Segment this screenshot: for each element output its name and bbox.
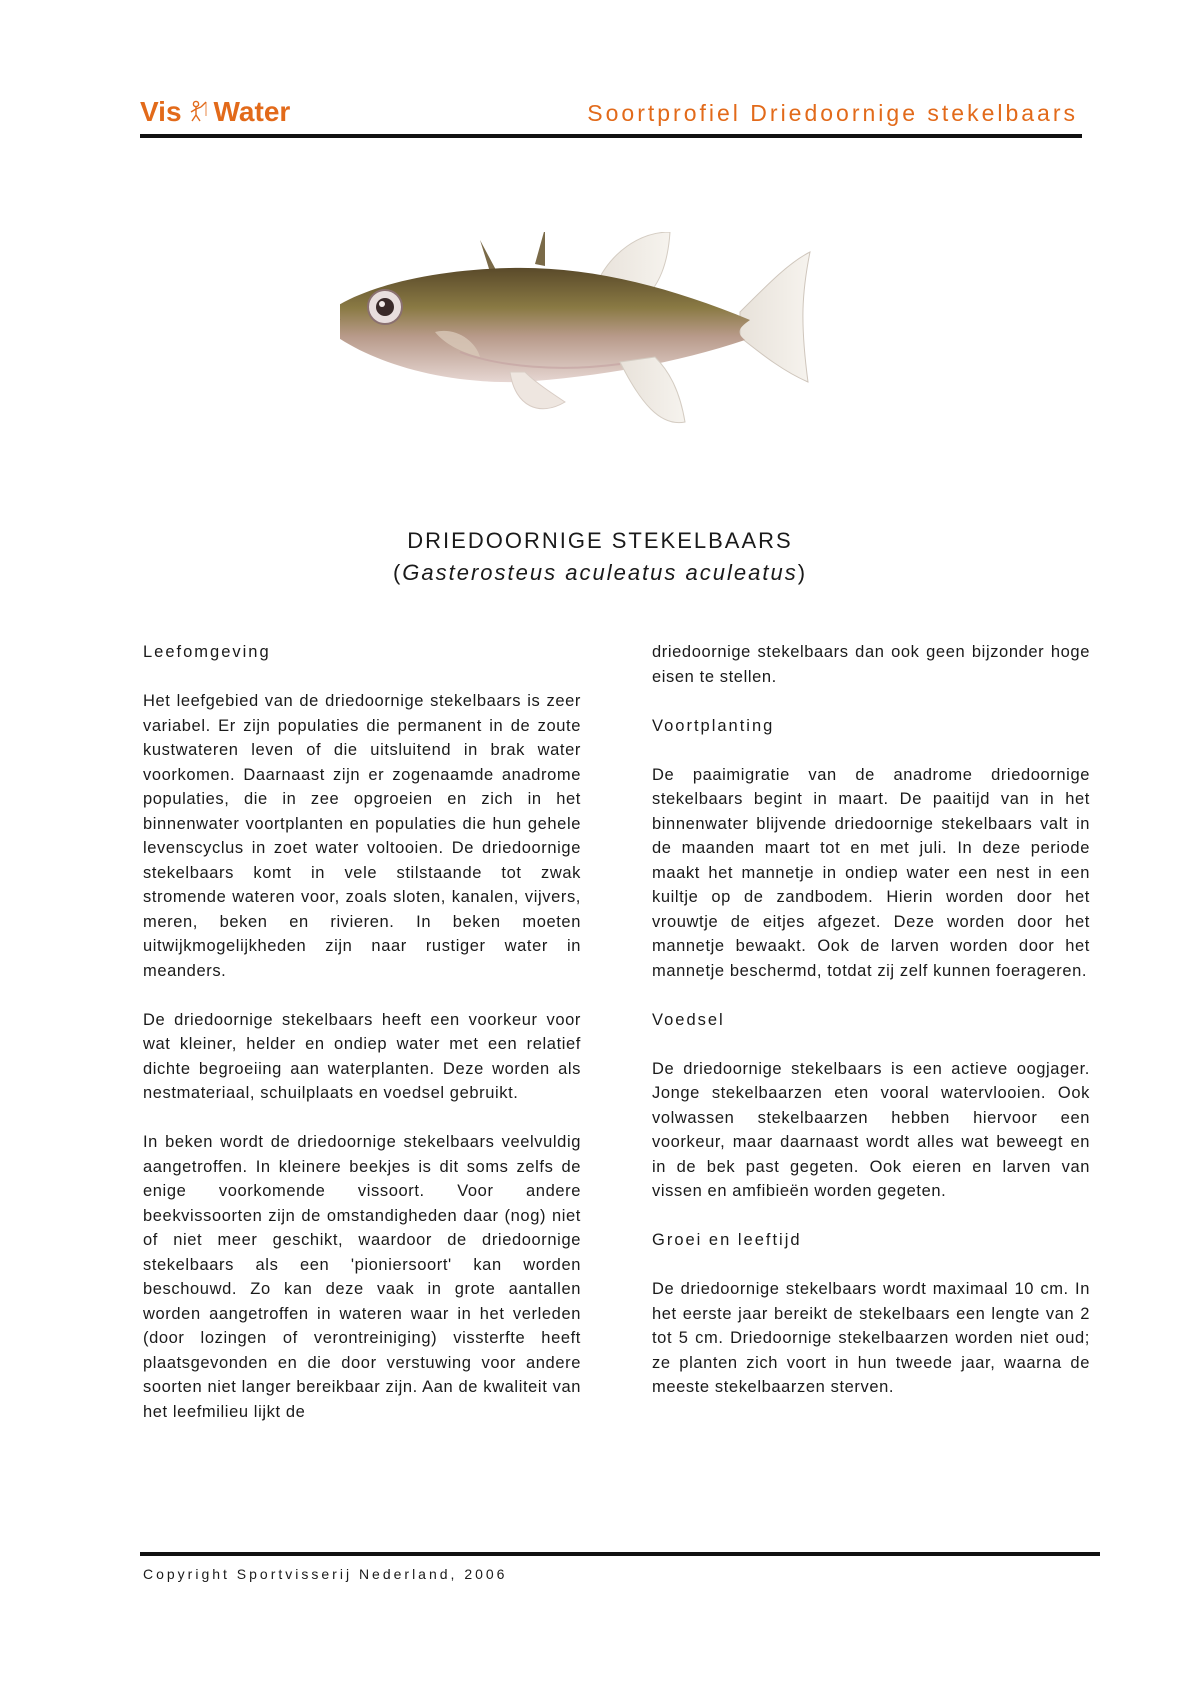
paragraph: De paaimigratie van de anadrome driedoornige stekelbaars begint in maart. De paaitijd van in het binnenwater blijvende driedoornige stekelbaars valt in de maanden maart tot en met juli. In deze periode maakt het mannetje in ondiep water een nest in een kuiltje op de zandbodem. Hierin worden door het vrouwtje de eitjes afgezet. Deze worden door het mannetje bewaakt. Ook de larven worden door het mannetje beschermd, totdat zij zelf kunnen foerageren. (652, 765, 1090, 980)
section-heading-leefomgeving: Leefomgeving (143, 643, 271, 661)
fish-illustration (340, 232, 880, 432)
stickleback-image (340, 232, 880, 432)
left-column (143, 640, 581, 1449)
paragraph: De driedoornige stekelbaars is een actieve oogjager. Jonge stekelbaarzen eten vooral watervlooien. Ook volwassen stekelbaarzen hebben hiervoor een voorkeur, maar daarnaast wordt alles wat beweegt en in de bek past gegeten. Ook eieren en larven van vissen en amfibieën worden gegeten. (652, 1059, 1090, 1200)
header-title: Soortprofiel Driedoornige stekelbaars (587, 100, 1078, 126)
species-heading (0, 528, 1200, 586)
page-header (140, 88, 1080, 140)
scientific-name: (Gasterosteus aculeatus aculeatus) (392, 560, 808, 585)
scientific-name-text: Gasterosteus aculeatus aculeatus (402, 560, 798, 585)
paragraph: In beken wordt de driedoornige stekelbaars veelvuldig aangetroffen. In kleinere beekjes is dit soms zelfs de enige voorkomende vissoort. Voor andere beekvissoorten zijn de omstandigheden daar (nog) niet of niet meer geschikt, waardoor de driedoornige stekelbaars als een 'pioniersoort' kan worden beschouwd. Zo kan deze vaak in grote aantallen worden aangetroffen in wateren waar in het verleden (door lozingen of verontreiniging) vissterfte heeft plaatsgevonden en die door verstuwing voor andere soorten niet langer bereikbaar zijn. Aan de kwaliteit van het leefmilieu lijkt de (143, 1133, 581, 1421)
section-heading-voortplanting: Voortplanting (652, 716, 775, 735)
paragraph: driedoornige stekelbaars dan ook geen bijzonder hoge eisen te stellen. (652, 643, 1090, 686)
vis-water-logo (140, 96, 290, 128)
paragraph: Het leefgebied van de driedoornige stekelbaars is zeer variabel. Er zijn populaties die permanent in de zoute kustwateren leven of die uitsluitend in brak water voorkomen. Daarnaast zijn er zogenaamde anadrome populaties, die in zee opgroeien en zich in het binnenwater voortplanten en populaties die hun gehele levenscyclus in zoet water voltooien. De driedoornige stekelbaars komt in vele stilstaande tot zwak stromende wateren voor, zoals sloten, kanalen, vijvers, meren, beken en rivieren. In beken moeten uitwijkmogelijkheden zijn naar rustiger water in meanders. (143, 692, 581, 980)
species-title: DRIEDOORNIGE STEKELBAARS (407, 528, 793, 553)
header-divider (140, 134, 1082, 138)
logo-text-water: Water (213, 96, 291, 127)
person-fishing-icon (188, 100, 208, 124)
section-heading-voedsel: Voedsel (652, 1010, 725, 1029)
section-heading-groei: Groei en leeftijd (652, 1231, 802, 1249)
paragraph: De driedoornige stekelbaars wordt maximaal 10 cm. In het eerste jaar bereikt de stekelbaars een lengte van 2 tot 5 cm. Driedoornige stekelbaarzen worden niet oud; ze planten zich voort in hun tweede jaar, waarna de meeste stekelbaarzen sterven. (652, 1280, 1090, 1396)
copyright-footer: Copyright Sportvisserij Nederland, 2006 (143, 1566, 508, 1582)
right-column (652, 640, 1090, 1424)
footer-divider (140, 1552, 1100, 1556)
paragraph: De driedoornige stekelbaars heeft een voorkeur voor wat kleiner, helder en ondiep water met een relatief dichte begroeiing aan waterplanten. Deze worden als nestmateriaal, schuilplaats en voedsel gebruikt. (143, 1010, 581, 1102)
logo-text-vis: Vis (140, 96, 182, 127)
